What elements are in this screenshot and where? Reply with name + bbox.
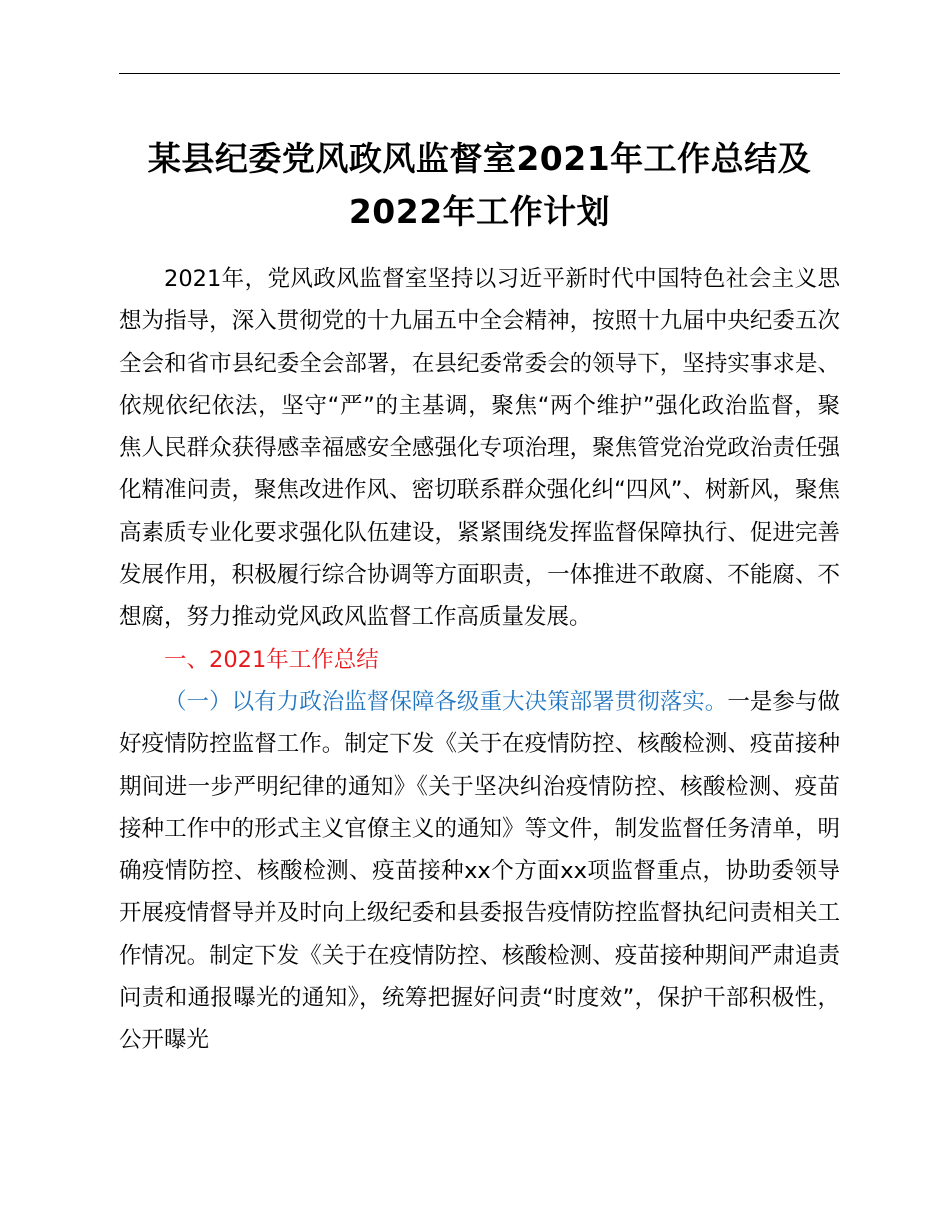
subsection-heading: （一）以有力政治监督保障各级重大决策部署贯彻落实。 [164,688,728,715]
document-title [119,132,840,238]
section-heading: 一、2021年工作总结 [164,646,379,673]
header-rule [119,73,840,74]
subsection-paragraph [119,681,840,1062]
intro-paragraph: 2021年，党风政风监督室坚持以习近平新时代中国特色社会主义思想为指导，深入贯彻党的十九届五中全会精神，按照十九届中央纪委五次全会和省市县纪委全会部署，在县纪委常委会的领导下，坚持实事求是、依规依纪依法，坚守“严”的主基调，聚焦“两个维护”强化政治监督，聚焦人民群众获得感幸福感安全感强化专项治理，聚焦管党治党政治责任强化精准问责，聚焦改进作风、密切联系群众强化纠“四风”、树新风，聚焦高素质专业化要求强化队伍建设，紧紧围绕发挥监督保障执行、促进完善发展作用，积极履行综合协调等方面职责，一体推进不敢腐、不能腐、不想腐，努力推动党风政风监督工作高质量发展。 [119,266,840,631]
document-body [119,258,840,1062]
subsection-body: 一是参与做好疫情防控监督工作。制定下发《关于在疫情防控、核酸检测、疫苗接种期间进一步严明纪律的通知》《关于坚决纠治疫情防控、核酸检测、疫苗接种工作中的形式主义官僚主义的通知》等文件，制发监督任务清单，明确疫情防控、核酸检测、疫苗接种xx个方面xx项监督重点，协助委领导开展疫情督导并及时向上级纪委和县委报告疫情防控监督执纪问责相关工作情况。制定下发《关于在疫情防控、核酸检测、疫苗接种期间严肃追责问责和通报曝光的通知》，统筹把握好问责“时度效”，保护干部积极性，公开曝光 [119,688,840,1054]
title-line-1: 某县纪委党风政风监督室2021年工作总结及 [147,139,812,178]
title-line-2: 2022年工作计划 [348,192,611,231]
